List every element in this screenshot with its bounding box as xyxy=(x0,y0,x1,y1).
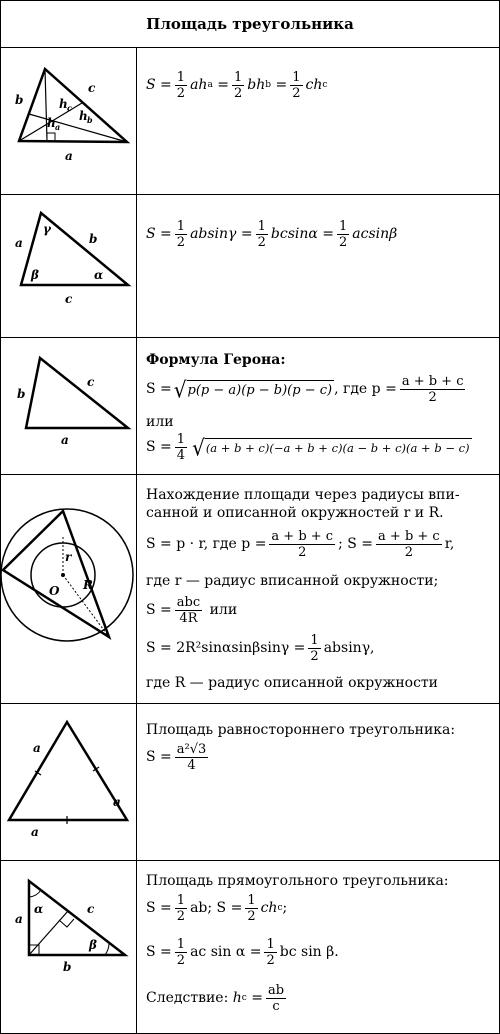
label-alpha: α xyxy=(34,902,44,916)
label-a: a xyxy=(61,433,69,447)
right-triangle-diagram xyxy=(1,861,136,1033)
label-ha-sub: a xyxy=(55,122,61,132)
label-a: a xyxy=(15,236,23,250)
label-a: a xyxy=(15,912,23,926)
row-radii: r R O Нахождение площади через радиусы впи- санной и описанной окружностей r и R. S = p · r, где p = $\frac{a + b + c}{2}$ ; S = $\frac{a + b + c}{2}$ r, где r — радиус вписанной окружности; S = $\frac{\text{abc}}{4R}$ или S = 2R²sinαsinβsinγ = $\frac{1}{2}$ absinγ, где R — радиус описанной окружности xyxy=(1,475,499,704)
label-a-right: a xyxy=(113,795,121,809)
label-c: c xyxy=(88,81,96,95)
label-r-small: r xyxy=(65,550,72,564)
label-ha: h xyxy=(47,116,56,130)
triangle-angles-diagram xyxy=(1,195,136,337)
label-hb: h xyxy=(79,109,88,123)
triangle-heights-figure xyxy=(1,48,137,194)
label-alpha: α xyxy=(94,268,104,282)
label-c: c xyxy=(87,375,95,389)
label-gamma: γ xyxy=(43,222,51,236)
label-a-left: a xyxy=(33,741,41,755)
row-right-triangle: a c b α β Площадь прямоугольного треугольника: S = $\frac{1}{2}$ ab; S = $\frac{1}{2}$ ch c ; S = $\frac{1}{2}$ ac sin α = $\frac{1}{2}$ bc sin β. Следствие: h c = $\frac{ab}{c}$ xyxy=(1,861,499,1033)
symbol-S: S xyxy=(146,77,156,93)
triangle-heron-figure xyxy=(1,338,137,474)
heron-heading: Формула Герона: xyxy=(146,352,286,368)
sqrt-heron: √ p(p − a)(p − b)(p − c) xyxy=(173,376,333,403)
triangle-angles-figure xyxy=(1,195,137,337)
fraction-one-half: $\frac{1}{2}$ xyxy=(176,70,186,101)
row-heron: b c a Формула Герона: S = √ p(p − a)(p − b)(p − c) , где p = $\frac{a + b + c}{2}$ или S = $\frac{1}{4}$ √ (a + b + c)(−a + b + c)(a − b + c)(a + b − c) xyxy=(1,338,499,475)
row-equilateral: a a a Площадь равностороннего треугольника: S = $\frac{\text{a²√3}}{4}$ xyxy=(1,704,499,861)
label-R-large: R xyxy=(83,578,93,592)
equilateral-figure xyxy=(1,704,137,860)
label-hb-sub: b xyxy=(87,115,93,125)
row-heights: b c a h c h b h a S = $\frac{1}{2}$ ah a = $\frac{1}{2}$ bh b = $\frac{1}{2}$ ch c xyxy=(1,48,499,195)
label-b: b xyxy=(15,93,24,107)
right-triangle-figure xyxy=(1,861,137,1033)
label-b: b xyxy=(89,232,98,246)
label-beta: β xyxy=(89,938,97,952)
text-or: или xyxy=(146,414,174,430)
label-a-bottom: a xyxy=(31,825,39,839)
label-c: c xyxy=(65,292,73,306)
label-b: b xyxy=(17,387,26,401)
label-hc: h xyxy=(59,97,68,111)
triangle-plain-diagram xyxy=(1,338,136,474)
label-b: b xyxy=(63,960,72,974)
label-O-center: O xyxy=(49,584,60,598)
label-beta: β xyxy=(31,268,39,282)
page-title: Площадь треугольника xyxy=(1,1,499,48)
row-sine: a b c γ β α S = $\frac{1}{2}$ absinγ = $\frac{1}{2}$ bcsinα = $\frac{1}{2}$ acsinβ xyxy=(1,195,499,338)
equilateral-diagram xyxy=(1,704,136,860)
label-a: a xyxy=(65,149,73,163)
label-hc-sub: c xyxy=(67,103,72,113)
label-c: c xyxy=(87,902,95,916)
circles-diagram xyxy=(1,475,136,703)
triangle-heights-diagram xyxy=(1,48,136,194)
inscribed-circumscribed-figure xyxy=(1,475,137,703)
